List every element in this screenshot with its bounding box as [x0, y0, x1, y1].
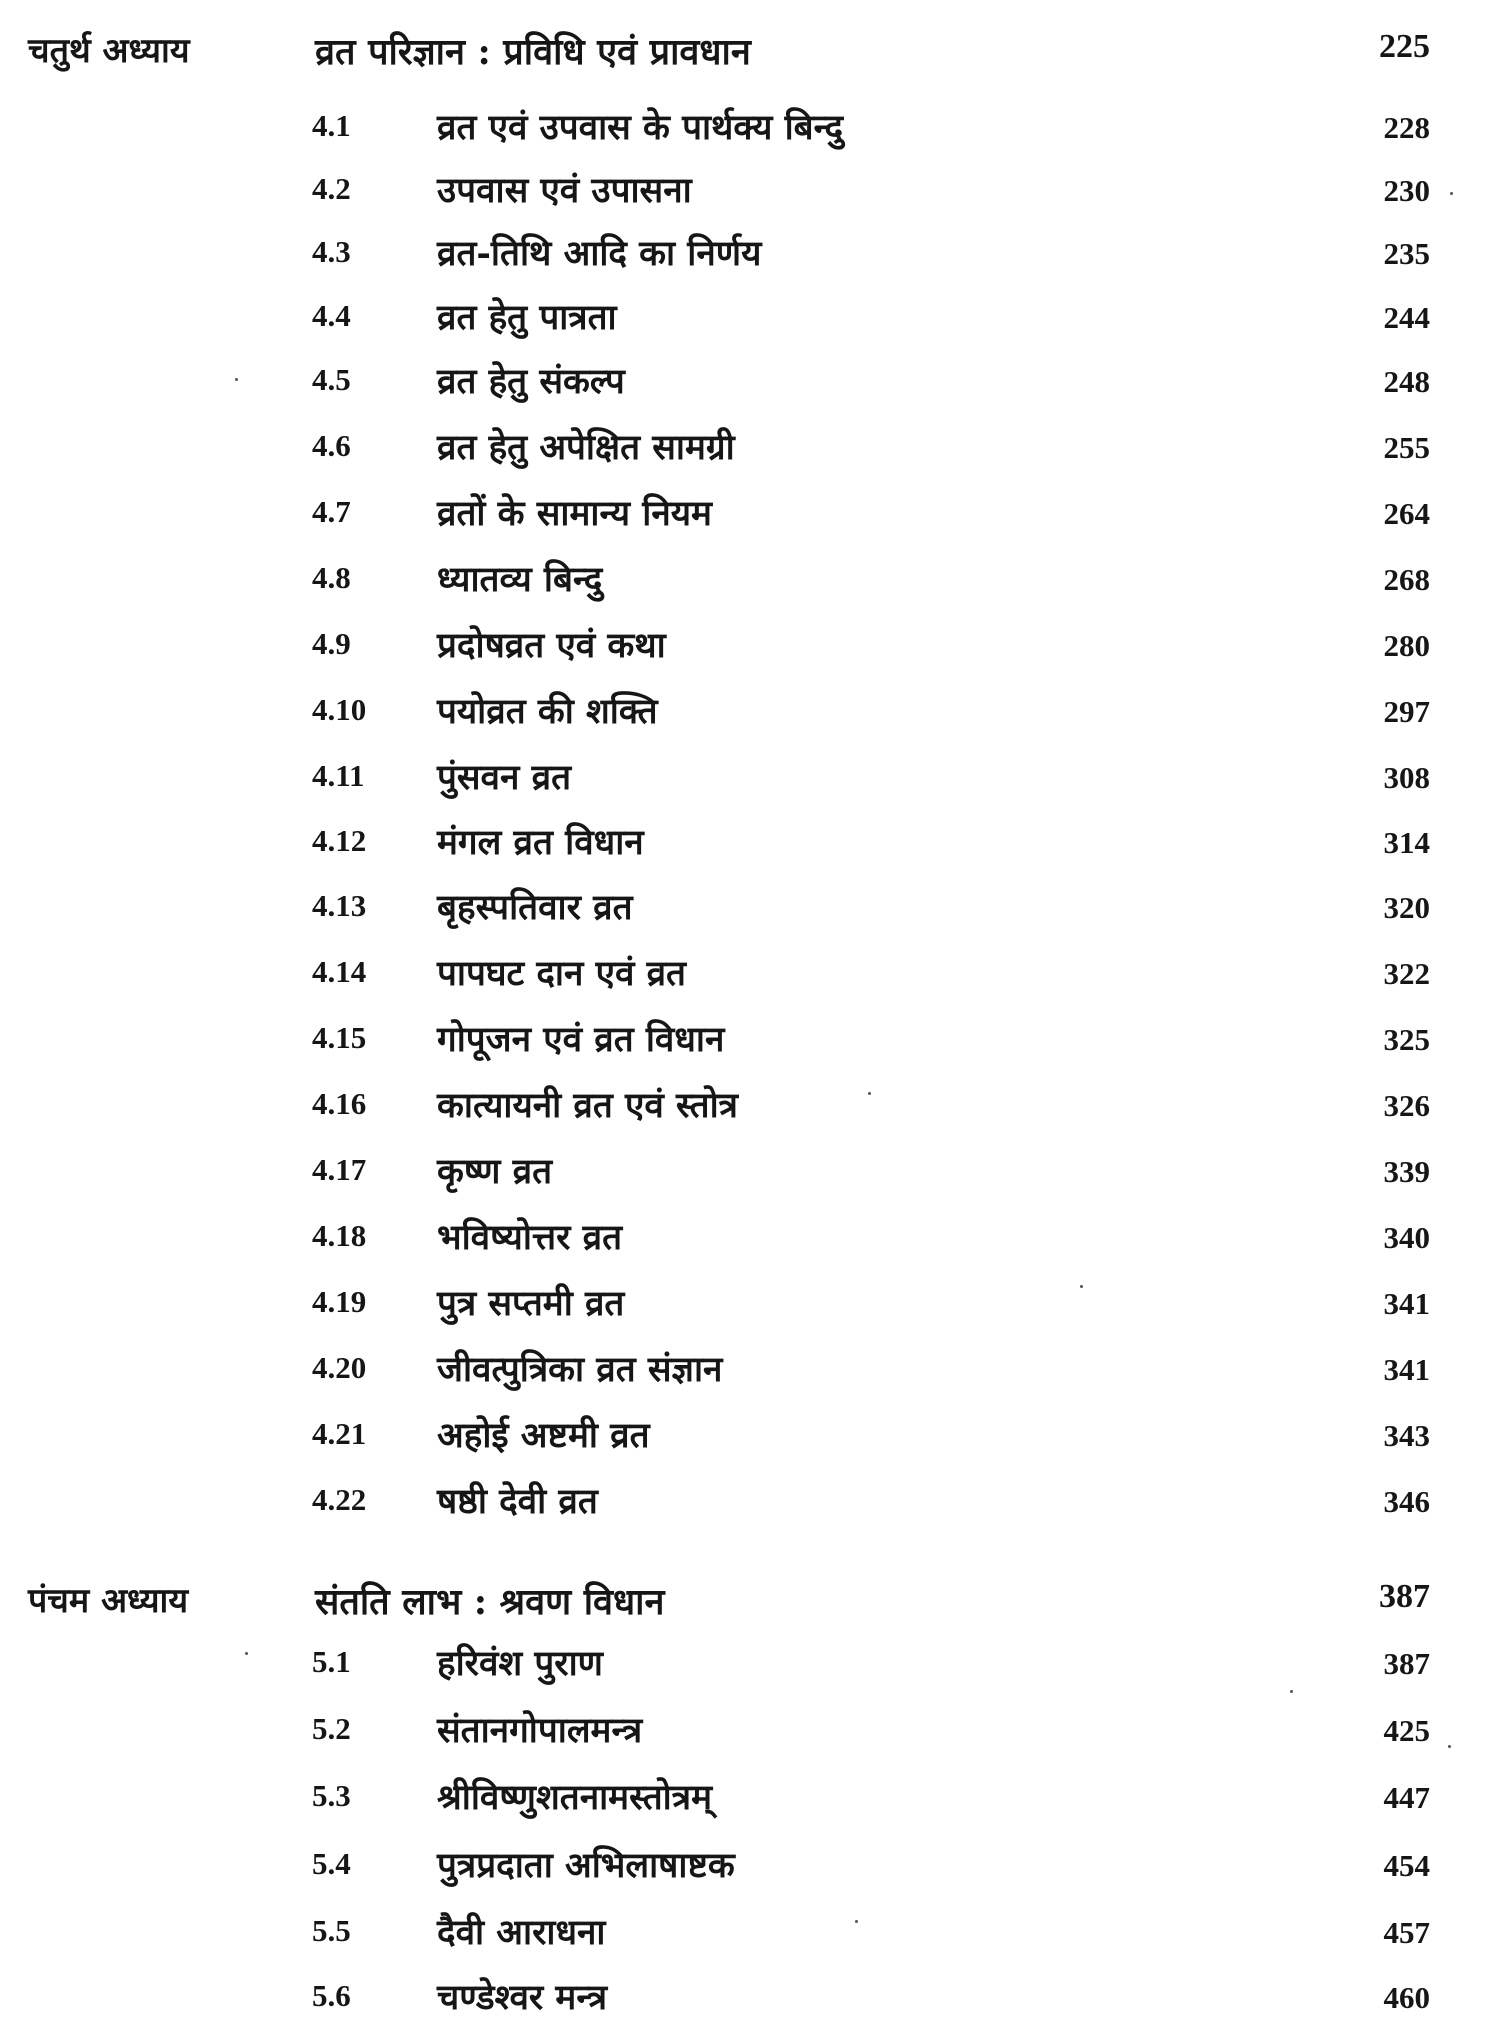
section-page-number: 320	[1383, 890, 1430, 925]
section-number: 4.4	[312, 298, 351, 333]
section-page-number: 264	[1383, 496, 1430, 531]
section-row	[0, 486, 1500, 546]
section-title: जीवत्पुत्रिका व्रत संज्ञान	[437, 1349, 723, 1390]
section-row	[0, 1408, 1500, 1468]
section-number: 4.9	[312, 626, 351, 661]
section-title: व्रत हेतु संकल्प	[437, 361, 625, 402]
section-number: 4.15	[312, 1020, 367, 1055]
section-number: 4.3	[312, 234, 351, 269]
section-number: 4.20	[312, 1350, 367, 1385]
scan-speck	[868, 1092, 871, 1095]
section-row	[0, 1276, 1500, 1336]
section-title: पुत्र सप्तमी व्रत	[437, 1283, 625, 1324]
section-number: 4.16	[312, 1086, 367, 1121]
section-title: उपवास एवं उपासना	[437, 170, 692, 211]
section-page-number: 308	[1383, 760, 1430, 795]
section-page-number: 322	[1383, 956, 1430, 991]
section-row	[0, 100, 1500, 160]
section-title: पापघट दान एवं व्रत	[437, 953, 687, 994]
section-title: व्रत हेतु पात्रता	[437, 297, 617, 338]
section-row	[0, 1838, 1500, 1898]
section-title: संतानगोपालमन्त्र	[437, 1710, 643, 1751]
section-title: श्रीविष्णुशतनामस्तोत्रम्	[437, 1777, 712, 1818]
chapter-heading	[0, 18, 1500, 78]
section-row	[0, 354, 1500, 414]
section-title: कृष्ण व्रत	[437, 1151, 553, 1192]
section-title: अहोई अष्टमी व्रत	[437, 1415, 650, 1456]
section-row	[0, 1012, 1500, 1072]
section-title: बृहस्पतिवार व्रत	[437, 887, 633, 928]
section-number: 4.12	[312, 823, 367, 858]
section-row	[0, 750, 1500, 810]
section-number: 4.13	[312, 888, 367, 923]
section-page-number: 341	[1383, 1286, 1430, 1321]
section-page-number: 346	[1383, 1484, 1430, 1519]
section-number: 4.7	[312, 494, 351, 529]
section-title: मंगल व्रत विधान	[437, 822, 644, 863]
section-number: 4.19	[312, 1284, 367, 1319]
section-number: 4.14	[312, 954, 367, 989]
section-row	[0, 163, 1500, 223]
section-number: 4.11	[312, 758, 365, 793]
section-page-number: 325	[1383, 1022, 1430, 1057]
chapter-heading	[0, 1568, 1500, 1628]
section-page-number: 314	[1383, 825, 1430, 860]
section-title: व्रत हेतु अपेक्षित सामग्री	[437, 427, 735, 468]
section-number: 4.5	[312, 362, 351, 397]
section-page-number: 248	[1383, 364, 1430, 399]
section-page-number: 340	[1383, 1220, 1430, 1255]
section-row	[0, 420, 1500, 480]
section-title: दैवी आराधना	[437, 1912, 606, 1953]
section-row	[0, 552, 1500, 612]
chapter-page-number: 387	[1379, 1578, 1430, 1615]
scan-speck	[855, 1920, 858, 1923]
section-row	[0, 1474, 1500, 1534]
section-page-number: 339	[1383, 1154, 1430, 1189]
section-row	[0, 880, 1500, 940]
chapter-label: पंचम अध्याय	[28, 1581, 189, 1621]
section-row	[0, 1636, 1500, 1696]
section-row	[0, 1770, 1500, 1830]
section-page-number: 228	[1383, 110, 1430, 145]
section-number: 4.2	[312, 171, 351, 206]
section-title: षष्ठी देवी व्रत	[437, 1481, 598, 1522]
scan-speck	[1450, 192, 1453, 195]
section-page-number: 297	[1383, 694, 1430, 729]
section-page-number: 343	[1383, 1418, 1430, 1453]
section-number: 5.2	[312, 1711, 351, 1746]
section-title: कात्यायनी व्रत एवं स्तोत्र	[437, 1085, 738, 1126]
section-row	[0, 1210, 1500, 1270]
section-number: 4.18	[312, 1218, 367, 1253]
section-title: व्रत-तिथि आदि का निर्णय	[437, 233, 762, 274]
scan-speck	[235, 378, 238, 381]
section-title: प्रदोषव्रत एवं कथा	[437, 625, 666, 666]
scan-speck	[1290, 1690, 1293, 1693]
section-number: 4.6	[312, 428, 351, 463]
scan-speck	[1080, 1285, 1083, 1288]
section-number: 4.10	[312, 692, 367, 727]
section-row	[0, 226, 1500, 286]
section-number: 4.1	[312, 108, 351, 143]
section-title: चण्डेश्वर मन्त्र	[437, 1977, 608, 2018]
section-page-number: 255	[1383, 430, 1430, 465]
section-page-number: 341	[1383, 1352, 1430, 1387]
chapter-title: व्रत परिज्ञान : प्रविधि एवं प्रावधान	[315, 31, 751, 73]
section-page-number: 460	[1383, 1980, 1430, 2015]
section-row	[0, 1905, 1500, 1965]
section-row	[0, 618, 1500, 678]
section-number: 5.5	[312, 1913, 351, 1948]
section-page-number: 235	[1383, 236, 1430, 271]
section-page-number: 244	[1383, 300, 1430, 335]
section-row	[0, 1144, 1500, 1204]
section-row	[0, 1342, 1500, 1402]
section-page-number: 457	[1383, 1915, 1430, 1950]
section-title: पुत्रप्रदाता अभिलाषाष्टक	[437, 1845, 735, 1886]
section-number: 5.4	[312, 1846, 351, 1881]
scan-speck	[245, 1652, 248, 1655]
section-page-number: 326	[1383, 1088, 1430, 1123]
section-title: पुंसवन व्रत	[437, 757, 572, 798]
section-title: भविष्योत्तर व्रत	[437, 1217, 623, 1258]
section-row	[0, 815, 1500, 875]
section-title: ध्यातव्य बिन्दु	[437, 559, 603, 600]
section-title: पयोव्रत की शक्ति	[437, 691, 658, 732]
section-number: 4.17	[312, 1152, 367, 1187]
chapter-label: चतुर्थ अध्याय	[28, 31, 190, 71]
section-row	[0, 1970, 1500, 2030]
section-number: 4.8	[312, 560, 351, 595]
section-page-number: 387	[1383, 1646, 1430, 1681]
scan-speck	[1448, 1745, 1451, 1748]
section-page-number: 454	[1383, 1848, 1430, 1883]
section-row	[0, 1703, 1500, 1763]
section-row	[0, 1078, 1500, 1138]
section-number: 4.22	[312, 1482, 367, 1517]
section-page-number: 268	[1383, 562, 1430, 597]
section-page-number: 230	[1383, 173, 1430, 208]
section-title: हरिवंश पुराण	[437, 1643, 603, 1684]
section-page-number: 280	[1383, 628, 1430, 663]
section-number: 5.3	[312, 1778, 351, 1813]
section-title: गोपूजन एवं व्रत विधान	[437, 1019, 725, 1060]
section-number: 4.21	[312, 1416, 367, 1451]
section-row	[0, 290, 1500, 350]
chapter-page-number: 225	[1379, 28, 1430, 65]
section-page-number: 425	[1383, 1713, 1430, 1748]
chapter-title: संतति लाभ : श्रवण विधान	[315, 1581, 665, 1623]
section-row	[0, 946, 1500, 1006]
section-number: 5.6	[312, 1978, 351, 2013]
section-row	[0, 684, 1500, 744]
section-title: व्रत एवं उपवास के पार्थक्य बिन्दु	[437, 107, 844, 148]
section-title: व्रतों के सामान्य नियम	[437, 493, 712, 534]
section-number: 5.1	[312, 1644, 351, 1679]
section-page-number: 447	[1383, 1780, 1430, 1815]
